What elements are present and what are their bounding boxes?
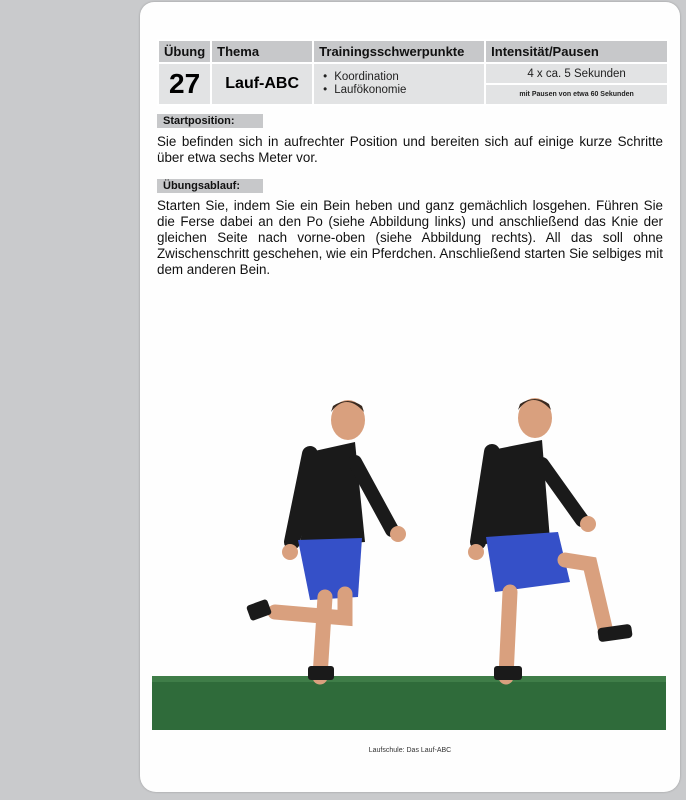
exercise-photo: [150, 382, 670, 730]
training-focus-list: [313, 63, 485, 105]
athlete-knee-lift: [468, 398, 633, 680]
header-uebung: Übung: [158, 40, 211, 63]
focus-item: • Koordination: [323, 71, 483, 84]
header-schwerpunkte: Trainingsschwerpunkte: [313, 40, 485, 63]
exercise-number: 27: [158, 63, 211, 105]
exercise-thema: Lauf-ABC: [211, 63, 313, 105]
grass-strip: [152, 676, 666, 730]
ablauf-text: Starten Sie, indem Sie ein Bein heben und ganz gemächlich losgehen. Führen Sie die Ferse dabei an den Po (siehe Abbildung links) und anschließend das Knie der gleichen Seite nach vorne-oben (siehe Abbildung rechts). All das soll ohne Zwischenschritt geschehen, wie ein Pferdchen. Anschließend starten Sie selbiges mit dem anderen Bein.: [157, 198, 663, 277]
focus-item: • Laufökonomie: [323, 84, 483, 97]
ablauf-label: Übungsablauf:: [157, 179, 263, 193]
grass-highlight: [152, 676, 666, 682]
athlete-heel-kick: [246, 400, 406, 680]
exercise-card: [140, 2, 680, 792]
header-thema: Thema: [211, 40, 313, 63]
photo-caption: Laufschule: Das Lauf-ABC: [368, 747, 452, 754]
exercise-header-table: [157, 39, 669, 106]
header-intensitaet: Intensität/Pausen: [485, 40, 668, 63]
startposition-label: Startposition:: [157, 114, 263, 128]
pause-value: mit Pausen von etwa 60 Sekunden: [485, 84, 668, 105]
startposition-text: Sie befinden sich in aufrechter Position und bereiten sich auf einige kurze Schritte über etwa sechs Meter vor.: [157, 134, 663, 165]
intensity-value: 4 x ca. 5 Sekunden: [485, 63, 668, 84]
